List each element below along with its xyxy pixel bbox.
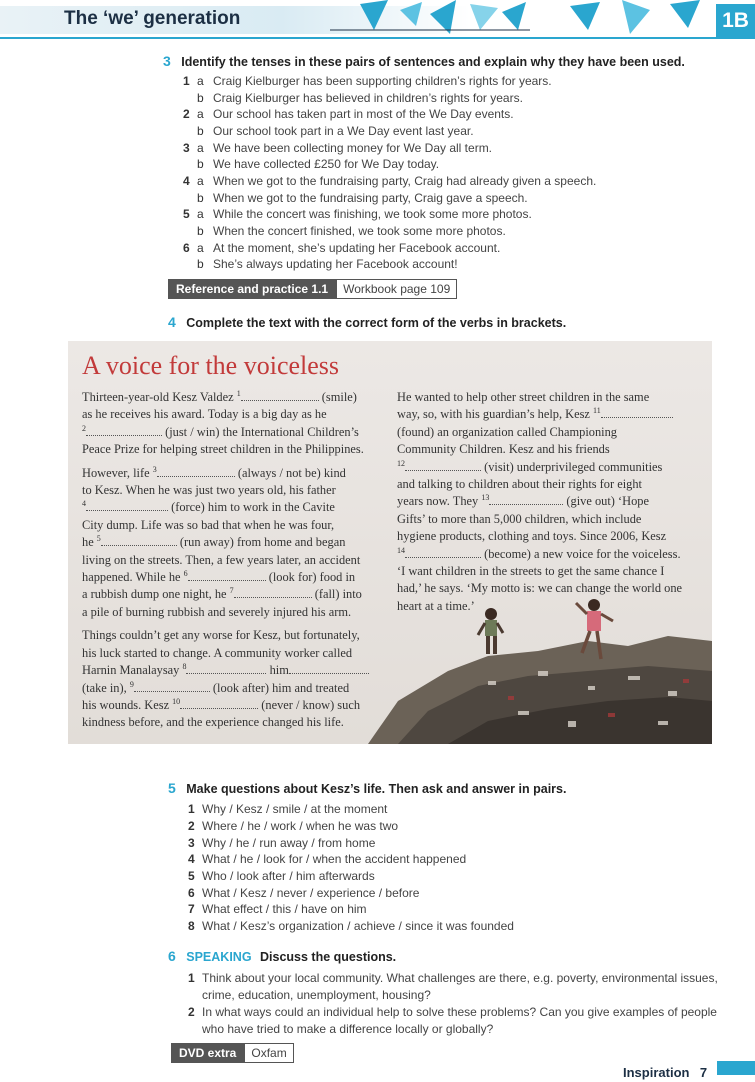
text-line: to Kesz. When he was just two years old, his father [82, 483, 336, 498]
text-line: $^{12}$ (visit) underprivileged communities [397, 458, 663, 474]
list-item: b We have collected £250 for We Day today. [197, 157, 440, 171]
page-footer [623, 1064, 707, 1082]
text-line: heart at a time.’ [397, 598, 475, 613]
reference-label: Reference and practice 1.1 [168, 279, 336, 299]
list-item: 2 Where / he / work / when he was two [188, 819, 399, 833]
list-item: b Our school took part in a We Day event last year. [197, 124, 474, 138]
text-line: had,’ he says. ‘My motto is: we can change the world one [397, 581, 683, 596]
header-decoration-right [560, 0, 710, 38]
text-line: happened. While he $^6$ (look for) food in [82, 568, 356, 585]
text-line: his wounds. Kesz $^{10}$ (never / know) such [82, 696, 361, 712]
list-item: 3 a We have been collecting money for We Day all term. [183, 141, 493, 155]
list-item: 6 a At the moment, she’s updating her Facebook account. [183, 241, 501, 255]
header-rule [0, 37, 755, 39]
text-line: City dump. Life was so bad that when he was four, [82, 517, 335, 532]
text-line: a pile of burning rubbish and severely injured his arm. [82, 604, 352, 619]
list-item: 1 Why / Kesz / smile / at the moment [188, 802, 388, 816]
list-item: 7 What effect / this / have on him [188, 902, 367, 916]
list-item: b She’s always updating her Facebook account! [197, 257, 458, 271]
text-line: Peace Prize for helping street children in the Philippines. [82, 442, 364, 457]
reference-box [168, 279, 457, 299]
text-line: way, so, with his guardian’s help, Kesz $^{11}$ [397, 406, 702, 423]
list-item: 5 a While the concert was finishing, we took some more photos. [183, 207, 532, 221]
list-item: b When the concert finished, we took some more photos. [197, 224, 506, 238]
text-line: and talking to children about their rights for eight [397, 477, 642, 492]
text-line: years now. They $^{13}$ (give out) ‘Hope [397, 493, 649, 509]
text-line: $^4$ (force) him to work in the Cavite [82, 499, 335, 515]
list-item: 1 a Craig Kielburger has been supporting children’s rights for years. [183, 74, 552, 88]
list-item: b Craig Kielburger has believed in children’s rights for years. [197, 91, 523, 105]
story-right-column [397, 389, 702, 615]
exercise-instruction: Discuss the questions. [260, 950, 397, 964]
list-item: 6 What / Kesz / never / experience / before [188, 886, 420, 900]
header-decoration [330, 0, 530, 38]
exercise-number: 4 [168, 314, 176, 330]
speaking-label: SPEAKING [186, 950, 252, 964]
story-title: A voice for the voiceless [82, 351, 340, 380]
workbook-page-link[interactable]: Workbook page 109 [336, 279, 457, 299]
exercise-3-heading [163, 53, 685, 71]
exercise-4-heading [168, 314, 566, 332]
section-name: Inspiration [623, 1065, 690, 1080]
list-item: 2 a Our school has taken part in most of the We Day events. [183, 107, 514, 121]
text-line: Gifts’ to more than 5,000 children, which include [397, 511, 642, 526]
list-item: 2 In what ways could an individual help to solve these problems? Can you give examples of people [188, 1005, 717, 1019]
text-line: However, life $^3$ (always / not be) kind [82, 464, 346, 480]
text-line: he $^5$ (run away) from home and began [82, 534, 346, 550]
text-line: ‘I want children in the streets to get the same chance I [397, 564, 665, 579]
list-item: 4 a When we got to the fundraising party, Craig had already given a speech. [183, 174, 597, 188]
dvd-extra-box [171, 1043, 294, 1063]
list-item: b When we got to the fundraising party, Craig gave a speech. [197, 191, 528, 205]
exercise-instruction: Complete the text with the correct form of the verbs in brackets. [186, 316, 567, 330]
text-line: $^2$ (just / win) the International Children’s [82, 423, 359, 439]
exercise-5-heading [168, 780, 566, 798]
exercise-number: 3 [163, 53, 171, 69]
dvd-extra-label: DVD extra [171, 1043, 244, 1063]
text-line: Things couldn’t get any worse for Kesz, but fortunately, [82, 628, 360, 643]
footer-accent-bar [717, 1061, 755, 1075]
exercise-6-heading [168, 948, 396, 966]
text-line: (take in), $^9$ (look after) him and treated [82, 679, 350, 695]
unit-badge: 1B [716, 4, 755, 38]
text-line: kindness before, and the experience changed his life. [82, 715, 344, 730]
exercise-instruction: Identify the tenses in these pairs of sentences and explain why they have been used. [181, 55, 685, 69]
story-left-column [82, 389, 382, 732]
text-line: hygiene products, clothing and toys. Since 2006, Kesz [397, 529, 667, 544]
page-number: 7 [699, 1065, 708, 1080]
list-item: 5 Who / look after / him afterwards [188, 869, 375, 883]
text-line: Thirteen-year-old Kesz Valdez $^1$ (smile) [82, 388, 357, 404]
exercise-number: 6 [168, 948, 176, 964]
text-line: $^{14}$ (become) a new voice for the voiceless. [397, 545, 681, 561]
list-item-continued: crime, education, unemployment, housing? [202, 988, 431, 1002]
text-line: (found) an organization called Championing [397, 424, 617, 439]
list-item-continued: who have tried to make a difference locally or globally? [202, 1022, 494, 1036]
list-item: 1 Think about your local community. What challenges are there, e.g. poverty, environmental issues, [188, 971, 718, 985]
text-line: as he receives his award. Today is a big day as he [82, 407, 327, 422]
list-item: 8 What / Kesz’s organization / achieve / since it was founded [188, 919, 514, 933]
text-line: Harnin Manalaysay $^8$ him [82, 662, 382, 679]
exercise-number: 5 [168, 780, 176, 796]
text-line: his luck started to change. A community worker called [82, 645, 353, 660]
text-line: a rubbish dump one night, he $^7$ (fall) into [82, 586, 362, 602]
exercise-instruction: Make questions about Kesz’s life. Then ask and answer in pairs. [186, 782, 567, 796]
list-item: 3 Why / he / run away / from home [188, 836, 376, 850]
page-title: The ‘we’ generation [64, 8, 241, 29]
list-item: 4 What / he / look for / when the accident happened [188, 852, 467, 866]
text-line: He wanted to help other street children in the same [397, 390, 650, 404]
text-line: Community Children. Kesz and his friends [397, 442, 610, 457]
text-line: living on the streets. Then, a few years later, an accident [82, 552, 361, 567]
dvd-extra-link[interactable]: Oxfam [244, 1043, 293, 1063]
